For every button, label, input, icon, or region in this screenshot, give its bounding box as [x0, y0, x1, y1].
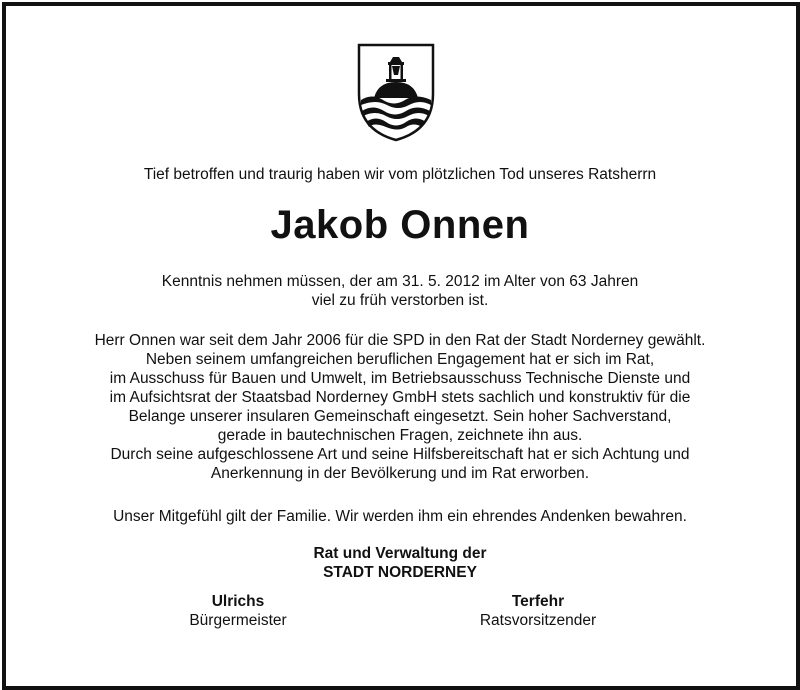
tribute-line: Belange unserer insularen Gemeinschaft eingesetzt. Sein hoher Sachverstand, — [128, 408, 672, 425]
death-line: Kenntnis nehmen müssen, der am 31. 5. 2012 im Alter von 63 Jahren — [161, 273, 639, 290]
tribute-line: Durch seine aufgeschlossene Art und seine Hilfsbereitschaft hat er sich Achtung und — [110, 446, 690, 463]
signatory-title: Ratsvorsitzender — [479, 612, 597, 629]
tribute-line: Herr Onnen war seit dem Jahr 2006 für die SPD in den Rat der Stadt Norderney gewählt. — [94, 332, 706, 349]
tribute-line: im Aufsichtsrat der Staatsbad Norderney GmbH stets sachlich und konstruktiv für die — [109, 389, 691, 406]
tribute-line: im Ausschuss für Bauen und Umwelt, im Betriebsausschuss Technische Dienste und — [109, 370, 691, 387]
signatory-title: Bürgermeister — [189, 612, 287, 629]
deceased-name: Jakob Onnen — [270, 203, 530, 247]
condolence-text — [0, 507, 800, 526]
council-line-2: STADT NORDERNEY — [323, 564, 477, 581]
condolence-line: Unser Mitgefühl gilt der Familie. Wir werden ihm ein ehrendes Andenken bewahren. — [113, 508, 687, 525]
tribute-line: Anerkennung in der Bevölkerung und im Rat erworben. — [210, 465, 590, 482]
signatory-name: Ulrichs — [211, 593, 265, 610]
coat-of-arms-icon — [356, 42, 436, 142]
intro-text: Tief betroffen und traurig haben wir vom plötzlichen Tod unseres Ratsherrn — [143, 166, 657, 183]
death-line: viel zu früh verstorben ist. — [311, 292, 489, 309]
tribute-line: Neben seinem umfangreichen beruflichen Engagement hat er sich im Rat, — [145, 351, 655, 368]
signatory-name: Terfehr — [511, 593, 565, 610]
death-announcement — [0, 272, 800, 310]
signatory-mayor — [138, 592, 338, 630]
council-signature — [0, 544, 800, 582]
signatory-council-chair — [438, 592, 638, 630]
tribute-paragraph — [0, 331, 800, 483]
council-line-1: Rat und Verwaltung der — [313, 545, 487, 562]
tribute-line: gerade in bautechnischen Fragen, zeichnete ihn aus. — [217, 427, 583, 444]
